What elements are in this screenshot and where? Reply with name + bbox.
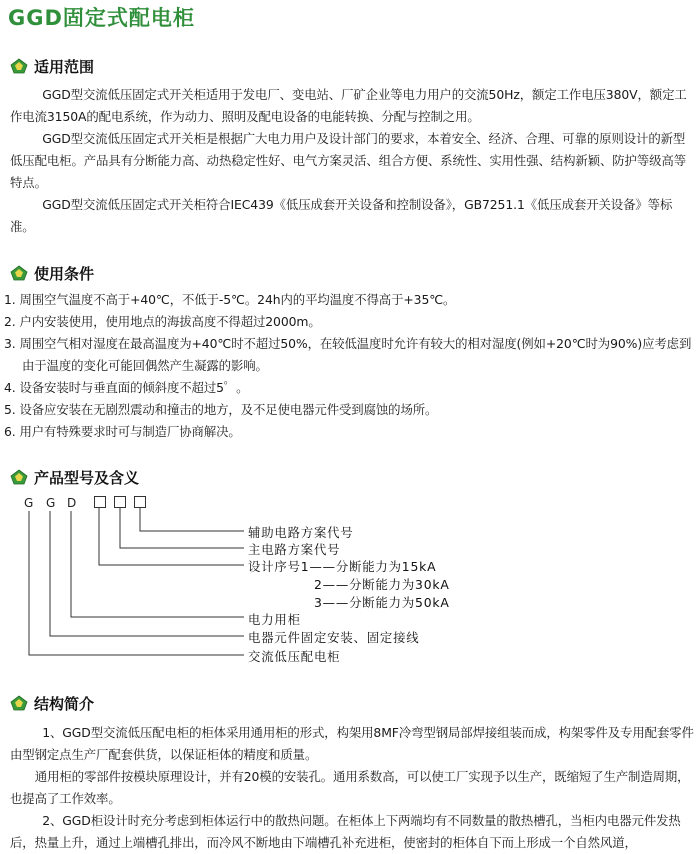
pentagon-icon xyxy=(10,695,28,711)
label-main-circuit: 主电路方案代号 xyxy=(248,542,341,557)
list-item: 4. 设备安装时与垂直面的倾斜度不超过5゜。 xyxy=(4,380,249,395)
list-item: 5. 设备应安装在无剧烈震动和撞击的地方，及不足使电器元件受到腐蚀的场所。 xyxy=(4,402,438,417)
model-letter-g2: G xyxy=(46,496,56,510)
section-title: 使用条件 xyxy=(34,264,95,283)
page-title: GGD固定式配电柜 xyxy=(8,6,195,30)
scope-paragraph-3: GGD型交流低压固定式开关柜符合IEC439《低压成套开关设备和控制设备》，GB7251.1《低压成套开关设备》等标准。 xyxy=(10,197,673,234)
scope-paragraph-1: GGD型交流低压固定式开关柜适用于发电厂、变电站、厂矿企业等电力用户的交流50Hz，额定工作电压380V，额定工作电流3150A的配电系统，作为动力、照明及配电设备的电能转换、分配与控制之用。 xyxy=(10,87,687,124)
structure-paragraph-3: 2、GGD柜设计时充分考虑到柜体运行中的散热问题。在柜体上下两端均有不同数量的散热槽孔，当柜内电器元件发热后，热量上升，通过上端槽孔排出，而冷风不断地由下端槽孔补充进柜，使密封的柜体自下而上形成一个自然风道， xyxy=(10,813,681,850)
structure-paragraph-1: 1、GGD型交流低压配电柜的柜体采用通用柜的形式，构架用8MF冷弯型钢局部焊接组装而成，构架零件及专用配套零件由型钢定点生产厂配套供货，以保证柜体的精度和质量。 xyxy=(10,725,694,762)
label-aux-circuit: 辅助电路方案代号 xyxy=(248,525,354,540)
label-design-2: 2——分断能力为30kA xyxy=(314,577,450,592)
section-title: 适用范围 xyxy=(34,57,95,76)
label-ac-lv-cabinet: 交流低压配电柜 xyxy=(248,649,341,664)
model-letter-d: D xyxy=(67,496,77,510)
structure-paragraph-2: 通用柜的零部件按模块原理设计，并有20模的安装孔。通用系数高，可以使工厂实现予以生产，既缩短了生产制造周期，也提高了工作效率。 xyxy=(10,769,690,806)
section-title: 结构简介 xyxy=(34,694,95,713)
scope-paragraph-2: GGD型交流低压固定式开关柜是根据广大电力用户及设计部门的要求，本着安全、经济、合理、可靠的原则设计的新型低压配电柜。产品具有分断能力高、动热稳定性好、电气方案灵活、组合方便、系统性、实用性强、结构新颖、防护等级高等特点。 xyxy=(10,131,686,190)
list-item: 1. 周围空气温度不高于+40℃，不低于-5℃。24h内的平均温度不得高于+35℃。 xyxy=(4,292,456,307)
list-item: 6. 用户有特殊要求时可与制造厂协商解决。 xyxy=(4,424,241,439)
label-design-3: 3——分断能力为50kA xyxy=(314,595,450,610)
section-title: 产品型号及含义 xyxy=(34,468,140,487)
list-item: 2. 户内安装使用，使用地点的海拔高度不得超过2000m。 xyxy=(4,314,321,329)
model-letter-g1: G xyxy=(24,496,34,510)
list-item: 3. 周围空气相对湿度在最高温度为+40℃时不超过50%，在较低温度时允许有较大的相对湿度(例如+20℃时为90%)应考虑到由于温度的变化可能回偶然产生凝露的影响。 xyxy=(4,336,692,373)
label-fixed-install: 电器元件固定安装、固定接线 xyxy=(248,630,420,645)
section-heading-structure xyxy=(10,693,94,713)
label-design-1: 设计序号1——分断能力为15kA xyxy=(248,559,437,574)
label-power-cabinet: 电力用柜 xyxy=(248,612,301,627)
